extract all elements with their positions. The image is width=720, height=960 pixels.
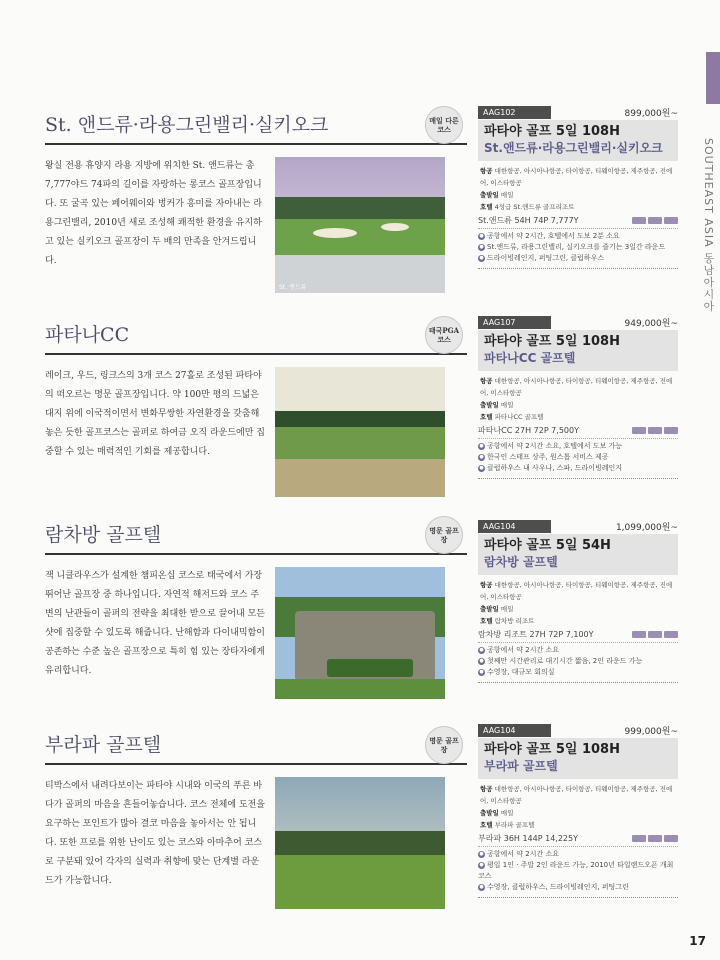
course-section xyxy=(45,730,467,913)
departure-day: 매일 xyxy=(500,401,514,409)
info-icon: ● xyxy=(479,232,484,239)
package-title: 파타야 골프 5일 108H xyxy=(484,742,620,757)
info-icon: ● xyxy=(479,646,484,653)
package-card: AAG104 1,099,000원~ 파타야 골프 5일 54H 람차방 골프텔 항공 대한항공, 아시아나항공, 타이항공, 티웨이항공, 제주항공, 진에어, 이스타항공 출발일 매일 호텔 람차방 리조트 람차방 리조트 27H 72P 7,100Y ● 공항에서 약 2시간 소요 ● 첫째만 시간관리로 대기시간 짧음, 2인 라운드 가능 ● 수영장, 대규모 회의실 xyxy=(478,520,678,683)
hotel-name: 람차방 리조트 xyxy=(494,617,535,625)
airline-list: 대한항공, 아시아나항공, 타이항공, 티웨이항공, 제주항공, 진에어, 이스타항공 xyxy=(480,377,673,397)
course-badge: 태국PGA 코스 xyxy=(425,316,463,354)
course-section xyxy=(45,110,467,293)
package-code: AAG102 xyxy=(478,106,551,119)
course-badge: 매일 다른 코스 xyxy=(425,106,463,144)
info-icon: ● xyxy=(479,883,484,890)
package-card: AAG107 949,000원~ 파타야 골프 5일 108H 파타나CC 골프텔 항공 대한항공, 아시아나항공, 타이항공, 티웨이항공, 제주항공, 진에어, 이스타항공 출발일 매일 호텔 파타나CC 골프텔 파타나CC 27H 72P 7,500Y ● 공항에서 약 2시간 소요, 호텔에서 도보 가능 ● 한국인 스태프 상주, 원스톱 서비스 제공 ● 클럽하우스 내 사우나, 스파, 드라이빙레인지 xyxy=(478,316,678,479)
course-spec: 부라파 36H 144P 14,225Y xyxy=(478,834,578,843)
golf-course-photo xyxy=(275,367,445,503)
info-icon: ● xyxy=(479,861,484,868)
section-description: 레이크, 우드, 링크스의 3개 코스 27홀로 조성된 파타야의 떠오르는 명문 골프장입니다. 약 100만 평의 드넓은 대지 위에 이국적이면서 변화무쌍한 자연환경을 갖춤해놓은 듯한 골프코스는 골퍼로 하여금 오직 라운드에만 집중할 수 있는 매력적인 기회를 제공합니다. xyxy=(45,371,265,457)
course-spec: 파타나CC 27H 72P 7,500Y xyxy=(478,426,579,435)
package-subtitle: 파타나CC 골프텔 xyxy=(484,351,576,365)
photo-caption: St. 앤드류 xyxy=(279,284,307,291)
package-code: AAG104 xyxy=(478,520,551,533)
package-price: 949,000원~ xyxy=(624,319,678,329)
course-spec: 람차방 리조트 27H 72P 7,100Y xyxy=(478,630,594,639)
departure-day: 매일 xyxy=(500,605,514,613)
info-icon: ● xyxy=(479,254,484,261)
golf-course-photo xyxy=(275,777,445,913)
package-subtitle: St.앤드류·라용그린밸리·실키오크 xyxy=(484,141,663,155)
hotel-name: 파타나CC 골프텔 xyxy=(494,413,544,421)
section-description: 잭 니클라우스가 설계한 챔피온십 코스로 태국에서 가장 뛰어난 골프장 중 하나입니다. 자연적 해저드와 코스 주변의 난관들이 골퍼의 전략을 최대한 받으로 끌어내 모든 샷에 집중할 수 있도록 해줍니다. 난해함과 다이내믹함이 공존하는 수준 높은 골프장으로 특히 힘 있는 장타자에게 유리합니다. xyxy=(45,571,265,676)
section-description: 왕실 전용 휴양지 라용 지방에 위치한 St. 앤드류는 총 7,777야드 74파의 길이를 자랑하는 롱코스 골프장입니다. 또 굴곡 있는 페어웨이와 벙커가 흥미를 자아내는 라용그린밸리, 2010년 새로 조성해 쾌적한 환경을 유지하고 있는 실키오크 골프장이 두 배의 만족을 안겨드립니다. xyxy=(45,161,263,266)
page-number: 17 xyxy=(689,934,706,948)
golf-course-photo xyxy=(275,157,445,293)
info-icon: ● xyxy=(479,442,484,449)
airline-list: 대한항공, 아시아나항공, 타이항공, 티웨이항공, 제주항공, 진에어, 이스타항공 xyxy=(480,167,673,187)
airline-list: 대한항공, 아시아나항공, 타이항공, 티웨이항공, 제주항공, 진에어, 이스타항공 xyxy=(480,581,673,601)
hotel-name: 부라파 골프텔 xyxy=(494,821,535,829)
package-price: 899,000원~ xyxy=(624,109,678,119)
info-icon: ● xyxy=(479,657,484,664)
feature-tags xyxy=(632,427,678,434)
section-title: 람차방 골프텔 명문 골프장 xyxy=(45,520,467,555)
package-title: 파타야 골프 5일 108H xyxy=(484,124,620,139)
package-price: 1,099,000원~ xyxy=(615,523,678,533)
package-code: AAG107 xyxy=(478,316,551,329)
package-subtitle: 부라파 골프텔 xyxy=(484,759,558,773)
package-price: 999,000원~ xyxy=(624,727,678,737)
golf-course-photo xyxy=(275,567,445,703)
section-title: 파타나CC 태국PGA 코스 xyxy=(45,320,467,355)
departure-day: 매일 xyxy=(500,809,514,817)
section-tab xyxy=(706,52,720,104)
feature-tags xyxy=(632,217,678,224)
course-section xyxy=(45,520,467,703)
airline-list: 대한항공, 아시아나항공, 타이항공, 티웨이항공, 제주항공, 진에어, 이스타항공 xyxy=(480,785,673,805)
package-title: 파타야 골프 5일 108H xyxy=(484,334,620,349)
side-label: SOUTHEAST ASIA 동남아시아 xyxy=(702,138,715,313)
package-card: AAG102 899,000원~ 파타야 골프 5일 108H St.앤드류·라용그린밸리·실키오크 항공 대한항공, 아시아나항공, 타이항공, 티웨이항공, 제주항공, 진에어, 이스타항공 출발일 매일 호텔 4성급 St.앤드류 골프리조트 St.앤드류 54H 74P 7,777Y ● 공항에서 약 2시간, 호텔에서 도보 2분 소요 ● St.앤드류, 라용그린밸리, 실키오크를 즐기는 3일간 라운드 ● 드라이빙레인지, 퍼팅그린, 클럽하우스 xyxy=(478,106,678,269)
hotel-name: 4성급 St.앤드류 골프리조트 xyxy=(494,203,575,211)
info-icon: ● xyxy=(479,850,484,857)
course-badge: 명문 골프장 xyxy=(425,516,463,554)
info-icon: ● xyxy=(479,668,484,675)
section-title: St. 앤드류·라용그린밸리·실키오크 매일 다른 코스 xyxy=(45,110,467,145)
feature-tags xyxy=(632,835,678,842)
info-icon: ● xyxy=(479,453,484,460)
course-section xyxy=(45,320,467,503)
course-spec: St.앤드류 54H 74P 7,777Y xyxy=(478,216,579,225)
feature-tags xyxy=(632,631,678,638)
package-title: 파타야 골프 5일 54H xyxy=(484,538,611,553)
package-subtitle: 람차방 골프텔 xyxy=(484,555,558,569)
departure-day: 매일 xyxy=(500,191,514,199)
course-badge: 명문 골프장 xyxy=(425,726,463,764)
package-code: AAG104 xyxy=(478,724,551,737)
package-card: AAG104 999,000원~ 파타야 골프 5일 108H 부라파 골프텔 항공 대한항공, 아시아나항공, 타이항공, 티웨이항공, 제주항공, 진에어, 이스타항공 출발일 매일 호텔 부라파 골프텔 부라파 36H 144P 14,225Y ● 공항에서 약 2시간 소요 ● 평일 1인 · 주말 2인 라운드 가능, 2010년 타일랜드오픈 개최 코스 ● 수영장, 클럽하우스, 드라이빙레인지, 퍼팅그린 xyxy=(478,724,678,898)
info-icon: ● xyxy=(479,243,484,250)
section-title: 부라파 골프텔 명문 골프장 xyxy=(45,730,467,765)
info-icon: ● xyxy=(479,464,484,471)
section-description: 티박스에서 내려다보이는 파타야 시내와 이국의 푸른 바다가 골퍼의 마음을 흔들어놓습니다. 코스 전체에 도전을 요구하는 포인트가 많아 결코 마음을 놓아서는 안 됩니다. 또한 프로를 위한 난이도 있는 코스와 아마추어 코스로 구분돼 있어 각자의 실력과 취향에 맞는 단계별 라운드가 가능합니다. xyxy=(45,781,265,886)
